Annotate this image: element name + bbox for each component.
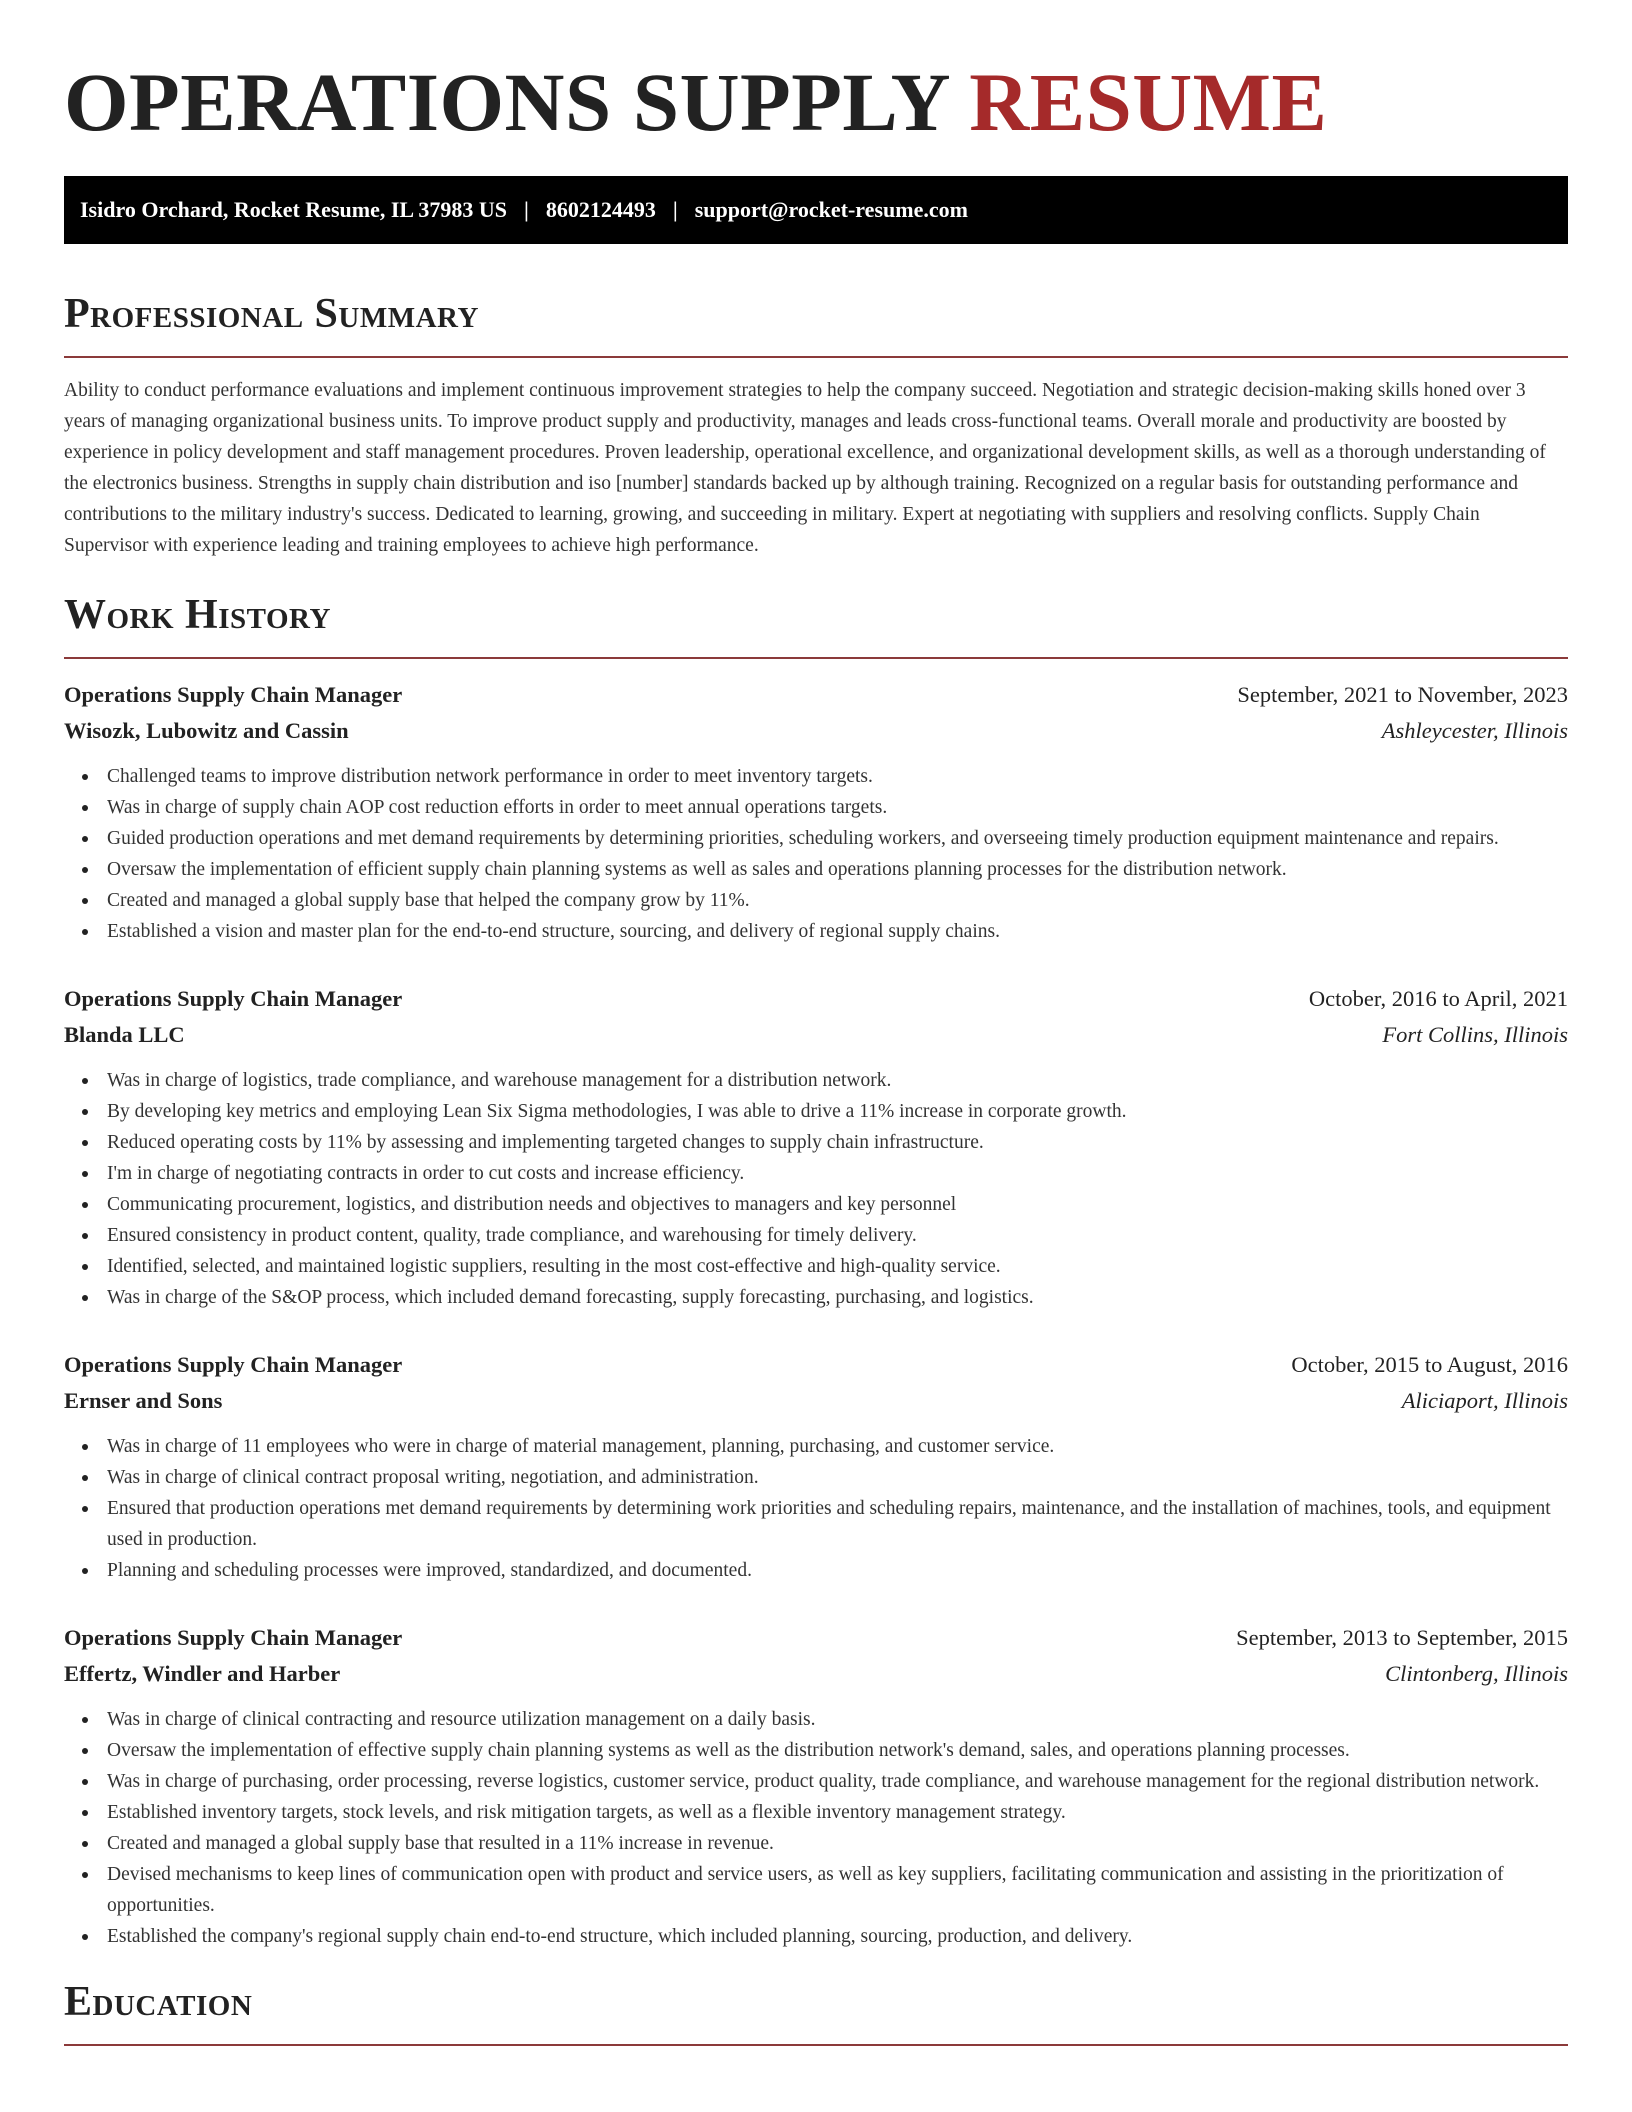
job-bullet: Guided production operations and met demand requirements by determining priorities, scheduling workers, and overseeing timely production equipment maintenance and repairs. xyxy=(64,823,1568,854)
section-divider xyxy=(64,356,1568,358)
section-divider xyxy=(64,2044,1568,2046)
job-location: Fort Collins, Illinois xyxy=(1382,1022,1568,1047)
job-title: Operations Supply Chain Manager xyxy=(64,1352,403,1377)
job-bullet: Created and managed a global supply base that resulted in a 11% increase in revenue. xyxy=(64,1828,1568,1859)
summary-heading: Professional Summary xyxy=(64,291,479,337)
resume-title xyxy=(64,52,1568,152)
job-title: Operations Supply Chain Manager xyxy=(64,986,403,1011)
job-company: Wisozk, Lubowitz and Cassin xyxy=(64,718,349,743)
job-bullet: Was in charge of clinical contract proposal writing, negotiation, and administration. xyxy=(64,1462,1568,1493)
job-bullet: Was in charge of logistics, trade compliance, and warehouse management for a distribution network. xyxy=(64,1065,1568,1096)
title-accent: RESUME xyxy=(969,56,1328,148)
job-entry xyxy=(64,981,1568,1313)
contact-separator: | xyxy=(523,197,529,222)
job-bullet: Was in charge of 11 employees who were in charge of material management, planning, purchasing, and customer service. xyxy=(64,1431,1568,1462)
contact-separator: | xyxy=(672,197,678,222)
job-bullet-list xyxy=(64,1431,1568,1586)
job-bullet-list xyxy=(64,1065,1568,1313)
education-heading: Education xyxy=(64,1979,253,2025)
summary-section xyxy=(64,286,1568,561)
job-bullet: I'm in charge of negotiating contracts in order to cut costs and increase efficiency. xyxy=(64,1158,1568,1189)
job-list xyxy=(64,677,1568,1952)
job-bullet: Ensured consistency in product content, quality, trade compliance, and warehousing for timely delivery. xyxy=(64,1220,1568,1251)
job-bullet: Planning and scheduling processes were improved, standardized, and documented. xyxy=(64,1555,1568,1586)
job-bullet: Ensured that production operations met demand requirements by determining work priorities and scheduling repairs, maintenance, and the installation of machines, tools, and equipment used in production. xyxy=(64,1493,1568,1555)
job-bullet: Established inventory targets, stock levels, and risk mitigation targets, as well as a flexible inventory management strategy. xyxy=(64,1797,1568,1828)
title-main: OPERATIONS SUPPLY xyxy=(64,56,949,148)
work-history-section xyxy=(64,587,1568,1952)
job-bullet: Communicating procurement, logistics, and distribution needs and objectives to managers and key personnel xyxy=(64,1189,1568,1220)
job-bullet: Established a vision and master plan for the end-to-end structure, sourcing, and delivery of regional supply chains. xyxy=(64,916,1568,947)
job-bullet: Was in charge of the S&OP process, which included demand forecasting, supply forecasting, purchasing, and logistics. xyxy=(64,1282,1568,1313)
job-company-row xyxy=(64,1017,1568,1053)
job-bullet: Was in charge of purchasing, order processing, reverse logistics, customer service, product quality, trade compliance, and warehouse management for the regional distribution network. xyxy=(64,1766,1568,1797)
contact-address: Isidro Orchard, Rocket Resume, IL 37983 US xyxy=(80,197,507,222)
job-bullet: Identified, selected, and maintained logistic suppliers, resulting in the most cost-effective and high-quality service. xyxy=(64,1251,1568,1282)
job-entry xyxy=(64,1620,1568,1952)
job-dates: October, 2015 to August, 2016 xyxy=(1291,1352,1568,1377)
job-header-row xyxy=(64,1347,1568,1383)
education-section xyxy=(64,1974,1568,2046)
job-title: Operations Supply Chain Manager xyxy=(64,682,403,707)
job-bullet: Reduced operating costs by 11% by assessing and implementing targeted changes to supply chain infrastructure. xyxy=(64,1127,1568,1158)
contact-phone: 8602124493 xyxy=(545,197,656,222)
job-dates: September, 2021 to November, 2023 xyxy=(1237,682,1568,707)
job-dates: October, 2016 to April, 2021 xyxy=(1308,986,1568,1011)
job-location: Aliciaport, Illinois xyxy=(1401,1388,1568,1413)
job-entry xyxy=(64,1347,1568,1586)
job-entry xyxy=(64,677,1568,947)
job-company-row xyxy=(64,713,1568,749)
job-location: Clintonberg, Illinois xyxy=(1385,1661,1568,1686)
job-company-row xyxy=(64,1383,1568,1419)
job-title: Operations Supply Chain Manager xyxy=(64,1625,403,1650)
job-company: Ernser and Sons xyxy=(64,1388,223,1413)
job-bullet: By developing key metrics and employing Lean Six Sigma methodologies, I was able to drive a 11% increase in corporate growth. xyxy=(64,1096,1568,1127)
work-history-heading: Work History xyxy=(64,592,331,638)
job-bullet: Oversaw the implementation of efficient supply chain planning systems as well as sales and operations planning processes for the distribution network. xyxy=(64,854,1568,885)
job-company-row xyxy=(64,1656,1568,1692)
job-bullet: Was in charge of supply chain AOP cost reduction efforts in order to meet annual operations targets. xyxy=(64,792,1568,823)
job-bullet: Created and managed a global supply base that helped the company grow by 11%. xyxy=(64,885,1568,916)
summary-text: Ability to conduct performance evaluations and implement continuous improvement strategies to help the company succeed. Negotiation and strategic decision-making skills honed over 3 years of managing organizational business units. To improve product supply and productivity, manages and leads cross-functional teams. Overall morale and productivity are boosted by experience in policy development and staff management procedures. Proven leadership, operational excellence, and organizational development skills, as well as a thorough understanding of the electronics business. Strengths in supply chain distribution and iso [number] standards backed up by although training. Recognized on a regular basis for outstanding performance and contributions to the military industry's success. Dedicated to learning, growing, and succeeding in military. Expert at negotiating with suppliers and resolving conflicts. Supply Chain Supervisor with experience leading and training employees to achieve high performance. xyxy=(64,380,1546,556)
job-bullet-list xyxy=(64,1704,1568,1952)
contact-email: support@rocket-resume.com xyxy=(694,197,968,222)
job-header-row xyxy=(64,677,1568,713)
contact-bar xyxy=(64,176,1568,244)
job-bullet: Established the company's regional supply chain end-to-end structure, which included planning, sourcing, production, and delivery. xyxy=(64,1921,1568,1952)
job-location: Ashleycester, Illinois xyxy=(1381,718,1568,743)
section-divider xyxy=(64,657,1568,659)
job-dates: September, 2013 to September, 2015 xyxy=(1236,1625,1568,1650)
job-header-row xyxy=(64,1620,1568,1656)
job-bullet: Challenged teams to improve distribution network performance in order to meet inventory targets. xyxy=(64,761,1568,792)
job-header-row xyxy=(64,981,1568,1017)
job-bullet-list xyxy=(64,761,1568,947)
job-bullet: Devised mechanisms to keep lines of communication open with product and service users, as well as key suppliers, facilitating communication and assisting in the prioritization of opportunities. xyxy=(64,1859,1568,1921)
job-company: Blanda LLC xyxy=(64,1022,185,1047)
job-bullet: Was in charge of clinical contracting and resource utilization management on a daily basis. xyxy=(64,1704,1568,1735)
job-bullet: Oversaw the implementation of effective supply chain planning systems as well as the distribution network's demand, sales, and operations planning processes. xyxy=(64,1735,1568,1766)
job-company: Effertz, Windler and Harber xyxy=(64,1661,341,1686)
